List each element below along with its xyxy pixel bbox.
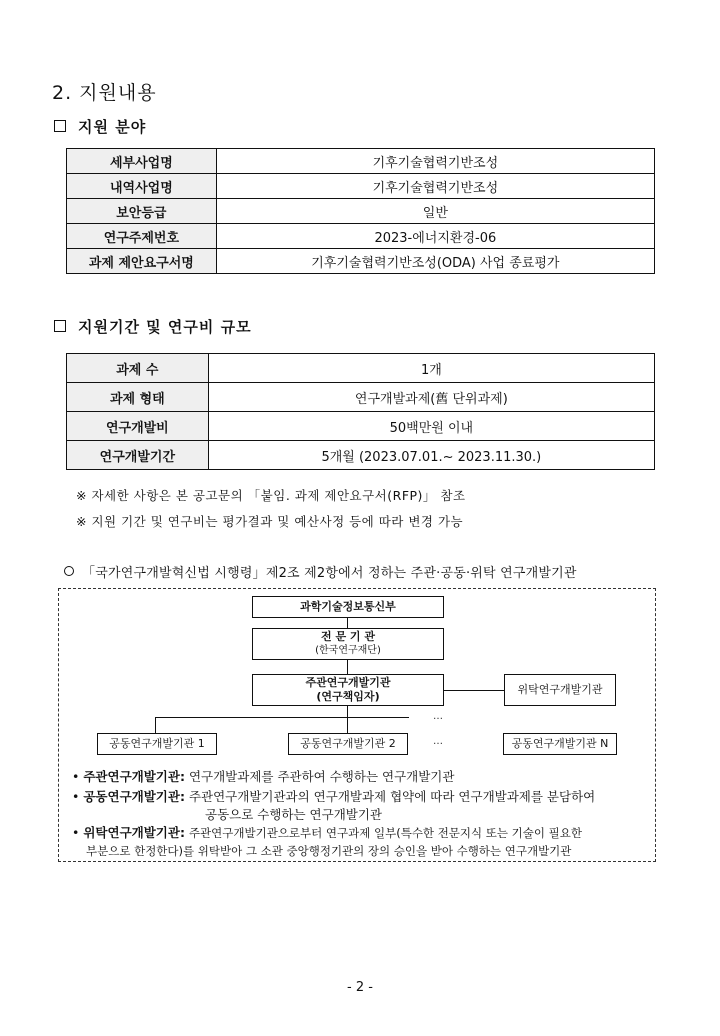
box-ministry — [252, 596, 444, 618]
box-ministry-label: 과학기술정보통신부 — [300, 600, 396, 613]
section-heading: 2. 지원내용 — [52, 82, 157, 104]
table-key: 연구개발기간 — [67, 441, 209, 470]
table-key: 과제 수 — [67, 354, 209, 383]
connector-line — [155, 717, 156, 733]
table-value: 기후기술협력기반조성 — [216, 174, 654, 199]
box-lead-institution — [252, 674, 444, 706]
connector-line — [347, 618, 348, 628]
box-agency-label: 전 문 기 관 — [321, 630, 375, 643]
connector-line — [347, 706, 348, 717]
box-joint-1-label: 공동연구개발기관 1 — [109, 737, 205, 750]
subsection-title-period-budget — [54, 316, 252, 337]
period-budget-table — [66, 353, 655, 470]
table-row — [67, 174, 655, 199]
table-value: 연구개발과제(舊 단위과제) — [208, 383, 654, 412]
table-value: 1개 — [208, 354, 654, 383]
table-row — [67, 441, 655, 470]
definition-joint: • 공동연구개발기관: 주관연구개발기관과의 연구개발과제 협약에 따라 연구개발과제를 분담하여 — [72, 789, 596, 804]
box-joint-n-label: 공동연구개발기관 N — [511, 737, 609, 750]
note-rfp: ※ 자세한 사항은 본 공고문의 「붙임. 과제 제안요구서(RFP)」 참조 — [76, 488, 466, 503]
note-change: ※ 지원 기간 및 연구비는 평가결과 및 예산사정 등에 따라 변경 가능 — [76, 514, 464, 529]
connector-line — [347, 660, 348, 674]
square-bullet-icon — [54, 320, 66, 332]
subsection-title-text: 지원 분야 — [78, 118, 147, 136]
table-key: 연구주제번호 — [67, 224, 217, 249]
circle-bullet-icon — [64, 566, 74, 576]
table-key: 과제 제안요구서명 — [67, 249, 217, 274]
table-key: 보안등급 — [67, 199, 217, 224]
table-value: 기후기술협력기반조성(ODA) 사업 종료평가 — [216, 249, 654, 274]
ellipsis-upper: … — [433, 711, 443, 722]
subsection-title-support-field — [54, 116, 146, 137]
definition-joint-cont: 공동으로 수행하는 연구개발기관 — [205, 807, 382, 822]
box-joint-n — [503, 733, 617, 755]
table-key: 연구개발비 — [67, 412, 209, 441]
table-value: 기후기술협력기반조성 — [216, 149, 654, 174]
connector-line — [347, 717, 348, 733]
connector-line — [155, 717, 409, 718]
page-number: - 2 - — [347, 980, 373, 995]
box-agency-sublabel: (한국연구재단) — [315, 645, 381, 656]
definition-term: 공동연구개발기관: — [83, 789, 185, 804]
definition-term: 주관연구개발기관: — [83, 769, 185, 784]
definition-desc: 주관연구개발기관과의 연구개발과제 협약에 따라 연구개발과제를 분담하여 — [188, 789, 596, 804]
table-row — [67, 412, 655, 441]
definition-desc: 주관연구개발기관으로부터 연구과제 일부(특수한 전문지식 또는 기술이 필요한 — [188, 826, 582, 840]
square-bullet-icon — [54, 120, 66, 132]
support-field-table — [66, 148, 655, 274]
box-agency — [252, 628, 444, 660]
table-value: 5개월 (2023.07.01.~ 2023.11.30.) — [208, 441, 654, 470]
subsection-title-text: 지원기간 및 연구비 규모 — [78, 318, 252, 336]
connector-line — [444, 690, 504, 691]
table-row — [67, 224, 655, 249]
table-row — [67, 149, 655, 174]
box-joint-2-label: 공동연구개발기관 2 — [300, 737, 396, 750]
table-row — [67, 354, 655, 383]
table-row — [67, 249, 655, 274]
definition-consign: • 위탁연구개발기관: 주관연구개발기관으로부터 연구과제 일부(특수한 전문지식 또는 기술이 필요한 — [72, 825, 582, 840]
box-consign-institution — [504, 674, 616, 706]
box-joint-1 — [97, 733, 217, 755]
table-value: 2023-에너지환경-06 — [216, 224, 654, 249]
box-lead-sublabel: (연구책임자) — [316, 690, 380, 703]
table-key: 과제 형태 — [67, 383, 209, 412]
table-value: 50백만원 이내 — [208, 412, 654, 441]
table-value: 일반 — [216, 199, 654, 224]
definition-consign-cont: 부분으로 한정한다)를 위탁받아 그 소관 중앙행정기관의 장의 승인을 받아 수행하는 연구개발기관 — [86, 844, 572, 858]
table-key: 내역사업명 — [67, 174, 217, 199]
definition-desc: 연구개발과제를 주관하여 수행하는 연구개발기관 — [188, 769, 455, 784]
table-row — [67, 199, 655, 224]
ellipsis-lower: … — [433, 736, 443, 747]
definition-term: 위탁연구개발기관: — [83, 825, 185, 840]
table-row — [67, 383, 655, 412]
table-key: 세부사업명 — [67, 149, 217, 174]
box-joint-2 — [288, 733, 408, 755]
diagram-caption — [64, 562, 577, 581]
diagram-caption-text: 「국가연구개발혁신법 시행령」제2조 제2항에서 정하는 주관·공동·위탁 연구개발기관 — [82, 566, 577, 581]
box-lead-label: 주관연구개발기관 — [305, 676, 391, 689]
definition-lead: • 주관연구개발기관: 연구개발과제를 주관하여 수행하는 연구개발기관 — [72, 769, 455, 784]
box-consign-label: 위탁연구개발기관 — [517, 683, 603, 696]
